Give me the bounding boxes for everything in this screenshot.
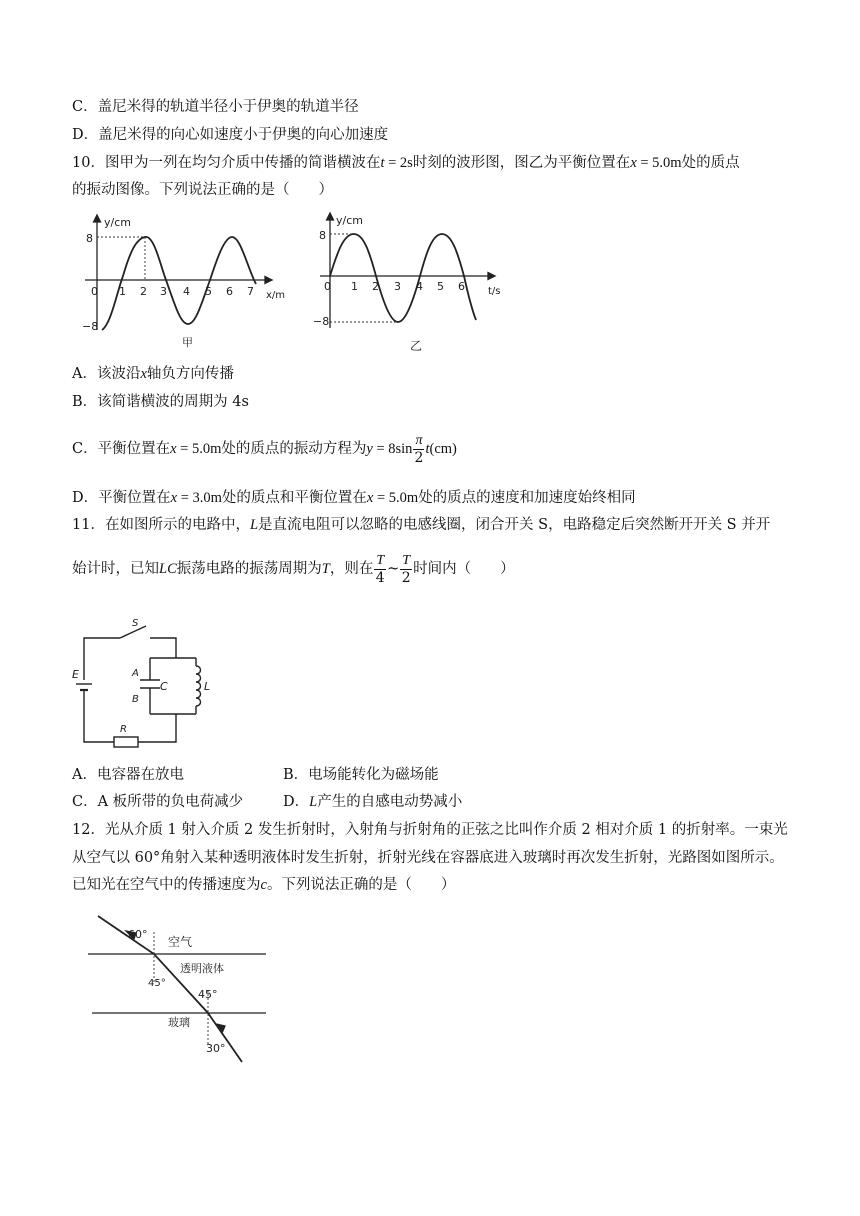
battery-label: E: [72, 668, 79, 681]
q10d-var-x2: x: [366, 490, 374, 506]
q10b-x-arrow: [488, 273, 495, 280]
glass-label: 玻璃: [168, 1016, 190, 1029]
q10-option-a: [72, 364, 234, 384]
angle-refract-1-label: 45°: [148, 978, 166, 989]
plate-a-label: A: [132, 668, 139, 679]
q10b-y-arrow: [327, 213, 334, 220]
q10a-x-arrow: [265, 277, 272, 284]
angle-incident-label: 60°: [128, 928, 148, 941]
q10a-text-b: 轴负方向传播: [146, 366, 234, 382]
q10a-tick: 4: [183, 285, 190, 298]
q10-stem-text-b: 时刻的波形图，图乙为平衡位置在: [412, 155, 631, 171]
q11-option-c: C．A 板所带的负电荷减少: [72, 794, 244, 810]
inductor-label: L: [204, 680, 211, 693]
q9-option-d: D．盖尼米得的向心如速度小于伊奥的向心加速度: [72, 127, 389, 143]
q11-fraction-2: [400, 553, 412, 586]
q10d-text-b: 处的质点和平衡位置在: [221, 490, 367, 506]
q11d-var-L: L: [309, 794, 318, 810]
q11d-text-b: 产生的自感电动势减小: [317, 794, 463, 810]
q12-text-a: 已知光在空气中的传播速度为: [72, 877, 261, 893]
q10d-text-c: 处的质点的速度和加速度始终相同: [418, 490, 636, 506]
q10-value-x: = 5.0m: [636, 155, 682, 171]
q10b-wave: [330, 234, 476, 322]
q11-text-a: 11．在如图所示的电路中，: [72, 517, 250, 533]
inductor-coil: [196, 666, 201, 706]
q11-option-a: A．电容器在放电: [72, 767, 184, 783]
q11-fraction-1: [374, 553, 386, 586]
q10b-ylabel: y/cm: [336, 214, 363, 227]
q10a-var-x: x: [140, 366, 147, 382]
q10a-tick: 5: [205, 285, 212, 298]
q10a-amp-pos: 8: [86, 232, 93, 245]
q11-text-f: 时间内（ ）: [413, 561, 515, 577]
switch-label: S: [132, 618, 139, 629]
q10d-value-x: = 3.0m: [177, 490, 222, 506]
q11-text-e: ，则在: [329, 561, 374, 577]
q10-figure-a: [80, 212, 290, 357]
capacitor-label: C: [160, 680, 168, 693]
q10c-value-x: = 5.0m: [176, 441, 222, 457]
q10a-wave: [102, 237, 256, 330]
q10d-text-a: D．平衡位置在: [72, 490, 171, 506]
q11d-text-a: D．: [283, 794, 310, 810]
q11-text-d: 振荡电路的振荡周期为: [176, 561, 322, 577]
q10a-tick: 7: [247, 285, 254, 298]
q12-stem-line1: 12．光从介质 1 射入介质 2 发生折射时，入射角与折射角的正弦之比叫作介质 2 相对介质 1 的折射率。一束光: [72, 822, 788, 838]
q10b-tick: 6: [458, 280, 465, 293]
q11-circuit-figure: [72, 618, 222, 748]
q10a-tick: 1: [119, 285, 126, 298]
plate-b-label: B: [132, 694, 139, 705]
q10-option-c: [72, 432, 457, 466]
q10d-value-x2: = 5.0m: [373, 490, 419, 506]
circuit-wire-left-bottom: [84, 690, 114, 742]
q10c-var-x: x: [170, 441, 177, 457]
q11-stem-line1: [72, 515, 770, 535]
q10a-y-arrow: [94, 215, 101, 222]
q12-var-c: c: [260, 877, 267, 893]
q10c-var-y: y: [366, 441, 373, 457]
q10b-amp-pos: 8: [319, 229, 326, 242]
q10a-tick: 2: [140, 285, 147, 298]
q10-figure-b: [310, 210, 510, 360]
q11-var-LC: LC: [159, 561, 177, 577]
q10b-caption: 乙: [410, 339, 423, 353]
q11-frac1-num: T: [376, 552, 385, 568]
angle-incident-2-label: 45°: [198, 988, 218, 1001]
q11-frac2-num: T: [402, 552, 411, 568]
q10-value-t: = 2s: [384, 155, 413, 171]
q10c-text-b: 处的质点的振动方程为: [221, 441, 367, 457]
q10c-sin: = 8sin: [372, 441, 413, 457]
q10c-fraction: [413, 433, 424, 466]
q10d-var-x: x: [170, 490, 178, 506]
q12-text-b: 。下列说法正确的是（ ）: [266, 877, 456, 893]
q10b-tick: 4: [416, 280, 423, 293]
circuit-wire-bottom-right: [138, 714, 176, 742]
q10a-origin: 0: [91, 285, 98, 298]
air-label: 空气: [168, 935, 193, 949]
q11-option-b: B．电场能转化为磁场能: [283, 767, 439, 783]
q10c-frac-num: π: [415, 432, 423, 448]
q10-stem-line2: 的振动图像。下列说法正确的是（ ）: [72, 182, 333, 198]
q11-frac2-den: 2: [401, 569, 411, 586]
q10-var-t: t: [380, 155, 385, 171]
q10-option-b: B．该简谐横波的周期为 4s: [72, 394, 249, 410]
q10a-text-a: A．该波沿: [72, 366, 141, 382]
q12-stem-line3: [72, 875, 455, 895]
q10a-caption: 甲: [182, 336, 193, 349]
q10a-tick: 6: [226, 285, 233, 298]
q10b-tick: 1: [351, 280, 358, 293]
q10b-amp-neg: −8: [313, 315, 330, 328]
circuit-wire-top-left: [84, 638, 120, 680]
q12-refraction-figure: [88, 912, 278, 1062]
q10a-ylabel: y/cm: [104, 216, 131, 229]
q10b-xlabel: t/s: [488, 286, 501, 297]
q9-option-c: C．盖尼米得的轨道半径小于伊奥的轨道半径: [72, 99, 359, 115]
liquid-label: 透明液体: [180, 962, 224, 975]
ray-arrow-2: [216, 1024, 225, 1033]
angle-refract-2-label: 30°: [206, 1042, 226, 1055]
q12-stem-line2: 从空气以 60°角射入某种透明液体时发生折射，折射光线在容器底进入玻璃时再次发生折射，光路图如图所示。: [72, 850, 784, 866]
q11-option-d: [283, 792, 462, 812]
q10c-var-t: t: [425, 441, 430, 457]
q10a-amp-neg: −8: [82, 320, 99, 333]
q10c-unit: (cm): [429, 441, 457, 457]
q10c-frac-den: 2: [414, 449, 424, 466]
q10-option-d: [72, 488, 636, 508]
q11-var-L: L: [249, 517, 259, 533]
q10b-tick: 3: [394, 280, 401, 293]
q11-frac1-den: 4: [375, 569, 385, 586]
q11-tilde: ~: [387, 561, 400, 577]
q10-var-x: x: [630, 155, 637, 171]
q11-text-b: 是直流电阻可以忽略的电感线圈，闭合开关 S，电路稳定后突然断开开关 S 并开: [258, 517, 771, 533]
q11-var-T: T: [321, 561, 330, 577]
q10b-tick: 5: [437, 280, 444, 293]
q10-stem-line1: [72, 153, 740, 173]
q10b-origin: 0: [324, 280, 331, 293]
q11-stem-line2: [72, 552, 515, 586]
circuit-wire-top-right: [150, 638, 176, 658]
q10-stem-text-c: 处的质点: [681, 155, 740, 171]
resistor: [114, 737, 138, 747]
resistor-label: R: [120, 724, 127, 735]
q10a-tick: 3: [160, 285, 167, 298]
q10-stem-text-a: 10．图甲为一列在均匀介质中传播的简谐横波在: [72, 155, 381, 171]
q10c-text-a: C．平衡位置在: [72, 441, 171, 457]
q10b-tick: 2: [372, 280, 379, 293]
q10a-xlabel: x/m: [266, 290, 286, 301]
q11-text-c: 始计时，已知: [72, 561, 159, 577]
